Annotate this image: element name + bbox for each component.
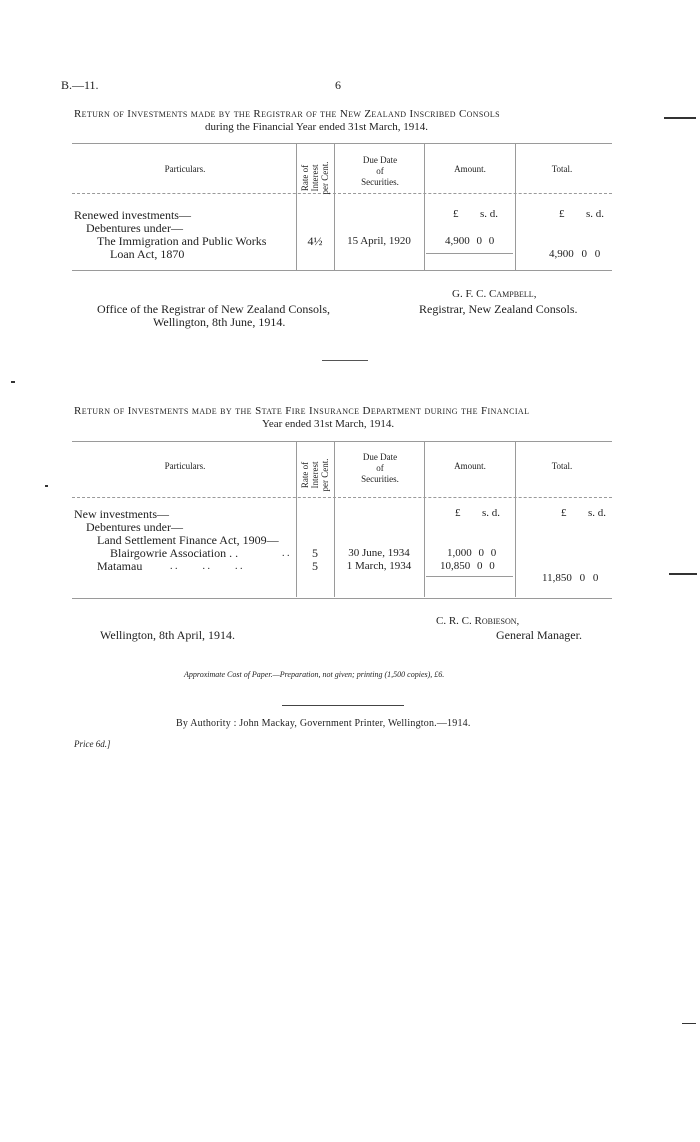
printer-imprint: By Authority : John Mackay, Government Printer, Wellington.—1914.	[176, 718, 471, 729]
amount-cell: 1,000 0 0	[447, 547, 497, 559]
column-header-total: Total.	[551, 164, 573, 174]
unit-pound: £	[559, 208, 565, 220]
rate-cell: 5	[312, 559, 318, 573]
column-header-particulars: Particulars.	[164, 461, 206, 471]
column-header-particulars: Particulars.	[164, 164, 206, 174]
scan-mark	[664, 117, 696, 119]
leader-dots: . . . . . .	[170, 561, 243, 572]
signatory-title: Registrar, New Zealand Consols.	[419, 302, 578, 316]
unit-sd: s. d.	[586, 208, 605, 220]
signature-date: Wellington, 8th April, 1914.	[100, 628, 236, 642]
unit-pound: £	[455, 507, 461, 519]
page-number: 6	[335, 78, 341, 92]
row-group-label: Renewed investments—	[74, 208, 191, 222]
col-divider	[424, 144, 425, 270]
unit-sd: s. d.	[482, 507, 501, 519]
signature-office: Office of the Registrar of New Zealand Consols,	[97, 302, 331, 316]
col-divider	[515, 144, 516, 270]
row-item-label: Matamau	[97, 559, 143, 573]
unit-sd: s. d.	[588, 507, 607, 519]
scan-mark	[682, 1023, 696, 1024]
due-date-cell: 1 March, 1934	[346, 560, 412, 572]
table-rule-bottom	[72, 598, 612, 599]
column-header-rate: Rate of Interest per Cent.	[300, 458, 330, 492]
table-rule-header	[72, 497, 612, 498]
col-divider	[296, 144, 297, 270]
price-note: Price 6d.]	[74, 739, 111, 749]
due-date-cell: 15 April, 1920	[347, 235, 411, 247]
col-divider	[334, 144, 335, 270]
sum-rule	[426, 576, 513, 577]
row-item-label: Blairgowrie Association . .	[110, 546, 239, 560]
scan-mark	[11, 381, 15, 383]
section2-title: Return of Investments made by the State Fire Insurance Department during the Financial	[74, 405, 530, 417]
scan-mark	[669, 573, 697, 575]
column-header-due-date: Due Date of Securities.	[361, 452, 399, 484]
section1-title: Return of Investments made by the Registrar of the New Zealand Inscribed Consols	[74, 108, 500, 120]
cost-note: Approximate Cost of Paper.—Preparation, not given; printing (1,500 copies), £6.	[184, 670, 445, 679]
signatory-name: C. R. C. Robieson,	[436, 615, 520, 627]
signature-date: Wellington, 8th June, 1914.	[153, 315, 286, 329]
signatory-title: General Manager.	[496, 628, 582, 642]
row-subgroup-label: Debentures under—	[86, 520, 183, 534]
section1-title-line2: during the Financial Year ended 31st March, 1914.	[205, 121, 429, 133]
sum-rule	[426, 253, 513, 254]
footer-rule	[282, 705, 404, 706]
row-group-label: New investments—	[74, 507, 169, 521]
unit-pound: £	[561, 507, 567, 519]
scan-mark	[45, 485, 48, 487]
column-header-due-date: Due Date of Securities.	[361, 155, 399, 187]
column-header-amount: Amount.	[454, 461, 486, 471]
row-item-label: The Immigration and Public Works	[97, 234, 267, 248]
section2-title-line2: Year ended 31st March, 1914.	[262, 418, 395, 430]
row-subgroup-label: Debentures under—	[86, 221, 183, 235]
rate-cell: 4½	[307, 234, 323, 248]
total-cell: 11,850 0 0	[542, 572, 599, 584]
table-rule-bottom	[72, 270, 612, 271]
section-divider	[322, 360, 368, 361]
col-divider	[334, 442, 335, 597]
row-act-label: Land Settlement Finance Act, 1909—	[97, 533, 279, 547]
table-rule-header	[72, 193, 612, 194]
unit-sd: s. d.	[480, 208, 499, 220]
document-reference: B.—11.	[61, 78, 99, 92]
table-rule-top	[72, 143, 612, 144]
due-date-cell: 30 June, 1934	[348, 547, 410, 559]
column-header-rate: Rate of Interest per Cent.	[300, 161, 330, 195]
col-divider	[515, 442, 516, 597]
leader-dots: . .	[282, 548, 290, 559]
amount-cell: 10,850 0 0	[440, 560, 495, 572]
unit-pound: £	[453, 208, 459, 220]
total-cell: 4,900 0 0	[549, 248, 601, 260]
amount-cell: 4,900 0 0	[445, 235, 495, 247]
col-divider	[424, 442, 425, 597]
row-item-label-cont: Loan Act, 1870	[110, 247, 185, 261]
column-header-amount: Amount.	[454, 164, 486, 174]
table-rule-top	[72, 441, 612, 442]
signatory-name: G. F. C. Campbell,	[452, 288, 537, 300]
rate-cell: 5	[312, 546, 318, 560]
column-header-total: Total.	[551, 461, 573, 471]
